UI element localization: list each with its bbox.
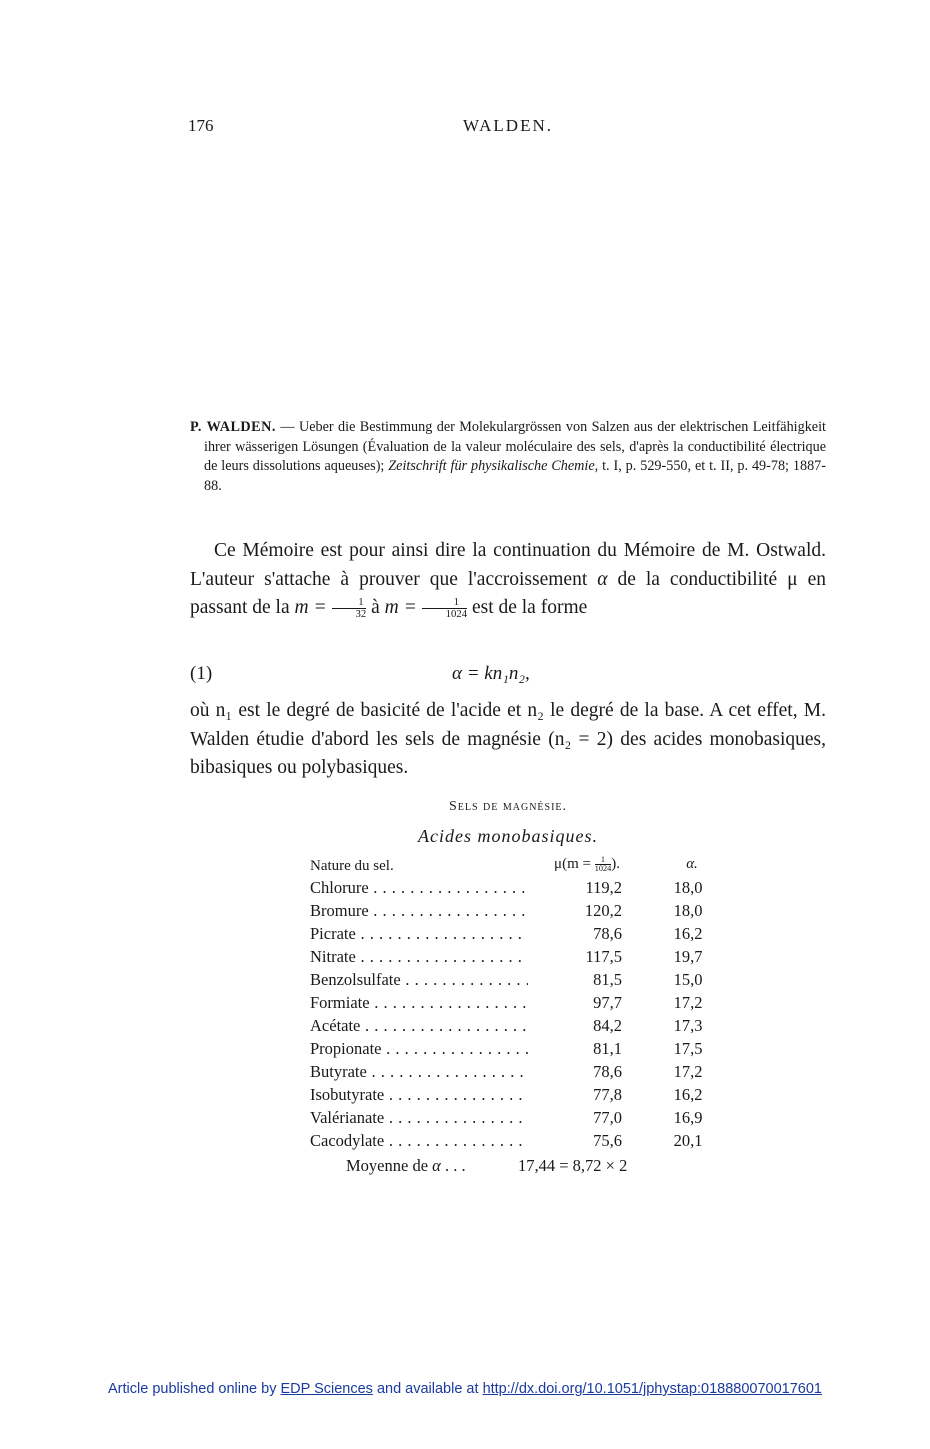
equation-number: (1) bbox=[190, 663, 213, 684]
alpha-value: 18,0 bbox=[673, 901, 703, 920]
equation-1 bbox=[190, 663, 826, 691]
reference-text bbox=[190, 418, 826, 496]
table-row bbox=[310, 1108, 730, 1131]
mu-value: 120,2 bbox=[584, 901, 622, 920]
mu-value: 78,6 bbox=[593, 1062, 622, 1081]
salt-name: Bromure . . . bbox=[310, 901, 528, 921]
paragraph-intro bbox=[190, 537, 826, 623]
page-header bbox=[188, 116, 828, 138]
alpha-value: 20,1 bbox=[673, 1131, 703, 1150]
table-row bbox=[310, 1085, 730, 1108]
mu-value: 97,7 bbox=[593, 993, 622, 1012]
alpha-value: 17,2 bbox=[673, 993, 703, 1012]
table-row bbox=[310, 901, 730, 924]
reference-dash: — bbox=[275, 419, 299, 435]
salt-name: Benzolsulfate . . . bbox=[310, 970, 528, 990]
column-header-name: Nature du sel. bbox=[310, 858, 394, 874]
table-row bbox=[310, 924, 730, 947]
salt-name: Propionate . . . bbox=[310, 1039, 528, 1059]
alpha-value: 16,2 bbox=[673, 924, 703, 943]
table-subtitle: Acides monobasiques. bbox=[418, 826, 598, 846]
salt-name: Nitrate . . . bbox=[310, 947, 528, 967]
mean-label: Moyenne de α . . . bbox=[346, 1156, 466, 1175]
table-row bbox=[310, 1062, 730, 1085]
alpha-value: 17,2 bbox=[673, 1062, 703, 1081]
alpha-value: 19,7 bbox=[673, 947, 703, 966]
alpha-value: 16,2 bbox=[673, 1085, 703, 1104]
m-equals-1: m = bbox=[294, 597, 332, 618]
page-number: 176 bbox=[188, 116, 214, 135]
mu-value: 81,5 bbox=[593, 970, 622, 989]
table-row bbox=[310, 1039, 730, 1062]
table-row bbox=[310, 878, 730, 901]
edp-sciences-link[interactable]: EDP Sciences bbox=[280, 1381, 373, 1397]
salt-name: Cacodylate . . . bbox=[310, 1131, 528, 1151]
mu-value: 119,2 bbox=[585, 878, 622, 897]
reference-title: Ueber die Bestimmung der Molekulargrössen von Salzen aus der elektrischen Leitfähigkeit ihrer wässerigen Lösungen (Évaluation de la valeur moléculaire des sels, d'après la conductibilité électrique de leurs dissolutions aqueuses); bbox=[204, 419, 826, 475]
intro-text-b: de la conductibilité μ en passant de la bbox=[190, 568, 826, 618]
alpha-symbol: α bbox=[597, 568, 608, 590]
salt-name: Chlorure . . . bbox=[310, 878, 528, 898]
table-title: Sels de magnésie. bbox=[448, 799, 568, 814]
mu-value: 77,0 bbox=[593, 1108, 622, 1127]
intro-text-a: Ce Mémoire est pour ainsi dire la continuation du Mémoire de M. Ostwald. L'auteur s'attache à prouver que l'accroissement bbox=[190, 540, 826, 590]
mu-value: 78,6 bbox=[593, 924, 622, 943]
fraction-1-1024: $\frac{1}{1024}$ bbox=[422, 597, 467, 619]
mu-value: 77,8 bbox=[593, 1085, 622, 1104]
data-table bbox=[310, 856, 730, 1180]
mu-value: 117,5 bbox=[585, 947, 622, 966]
salt-name: Isobutyrate . . . bbox=[310, 1085, 528, 1105]
table-header bbox=[310, 856, 730, 878]
intro-text-d: est de la forme bbox=[467, 597, 588, 618]
column-header-mu: μ(m = $\frac{1}{1024}$ ). bbox=[554, 855, 620, 874]
mu-value: 84,2 bbox=[593, 1016, 622, 1035]
reference-journal: Zeitschrift für physikalische Chemie, bbox=[388, 458, 599, 475]
mean-value: 17,44 = 8,72 × 2 bbox=[518, 1156, 628, 1175]
table-row bbox=[310, 1131, 730, 1154]
salt-name: Picrate . . . bbox=[310, 924, 528, 944]
doi-link[interactable]: http://dx.doi.org/10.1051/jphystap:018880070017601 bbox=[482, 1381, 822, 1397]
fraction-1-32: $\frac{1}{32}$ bbox=[332, 597, 367, 619]
column-header-alpha: α. bbox=[686, 856, 698, 872]
paragraph-explanation: où n₁ est le degré de basicité de l'acide et n₂ le degré de la base. A cet effet, M. Walden étudie d'abord les sels de magnésie (n₂ = 2) des acides monobasiques, bibasiques ou polybasiques. bbox=[190, 700, 826, 778]
intro-text-c: à bbox=[366, 597, 385, 618]
table-mean-row bbox=[310, 1156, 730, 1180]
running-title: WALDEN. bbox=[462, 116, 553, 135]
publisher-footer: Article published online by EDP Sciences and available at http://dx.doi.org/10.1051/jphystap:018880070017601 bbox=[108, 1381, 822, 1397]
table-row bbox=[310, 947, 730, 970]
alpha-value: 18,0 bbox=[673, 878, 703, 897]
table-row bbox=[310, 970, 730, 993]
salt-name: Acétate . . . bbox=[310, 1016, 528, 1036]
alpha-value: 17,3 bbox=[673, 1016, 703, 1035]
reference-volume: t. I, p. 529-550, et t. II, p. 49-78; 1887-88. bbox=[204, 458, 826, 494]
equation-body: α = kn₁n₂, bbox=[452, 663, 530, 684]
fraction-header: $\frac{1}{1024}$ bbox=[594, 855, 612, 874]
reference-author: P. WALDEN. bbox=[190, 419, 276, 435]
mu-value: 75,6 bbox=[593, 1131, 622, 1150]
salt-name: Formiate . . . bbox=[310, 993, 528, 1013]
table-row bbox=[310, 1016, 730, 1039]
m-equals-2: m = bbox=[384, 597, 422, 618]
table-row bbox=[310, 993, 730, 1016]
salt-name: Butyrate . . . bbox=[310, 1062, 528, 1082]
alpha-value: 16,9 bbox=[673, 1108, 703, 1127]
salt-name: Valérianate . . . bbox=[310, 1108, 528, 1128]
bibliographic-reference bbox=[190, 418, 826, 496]
alpha-value: 15,0 bbox=[673, 970, 703, 989]
mu-value: 81,1 bbox=[593, 1039, 622, 1058]
alpha-value: 17,5 bbox=[673, 1039, 703, 1058]
